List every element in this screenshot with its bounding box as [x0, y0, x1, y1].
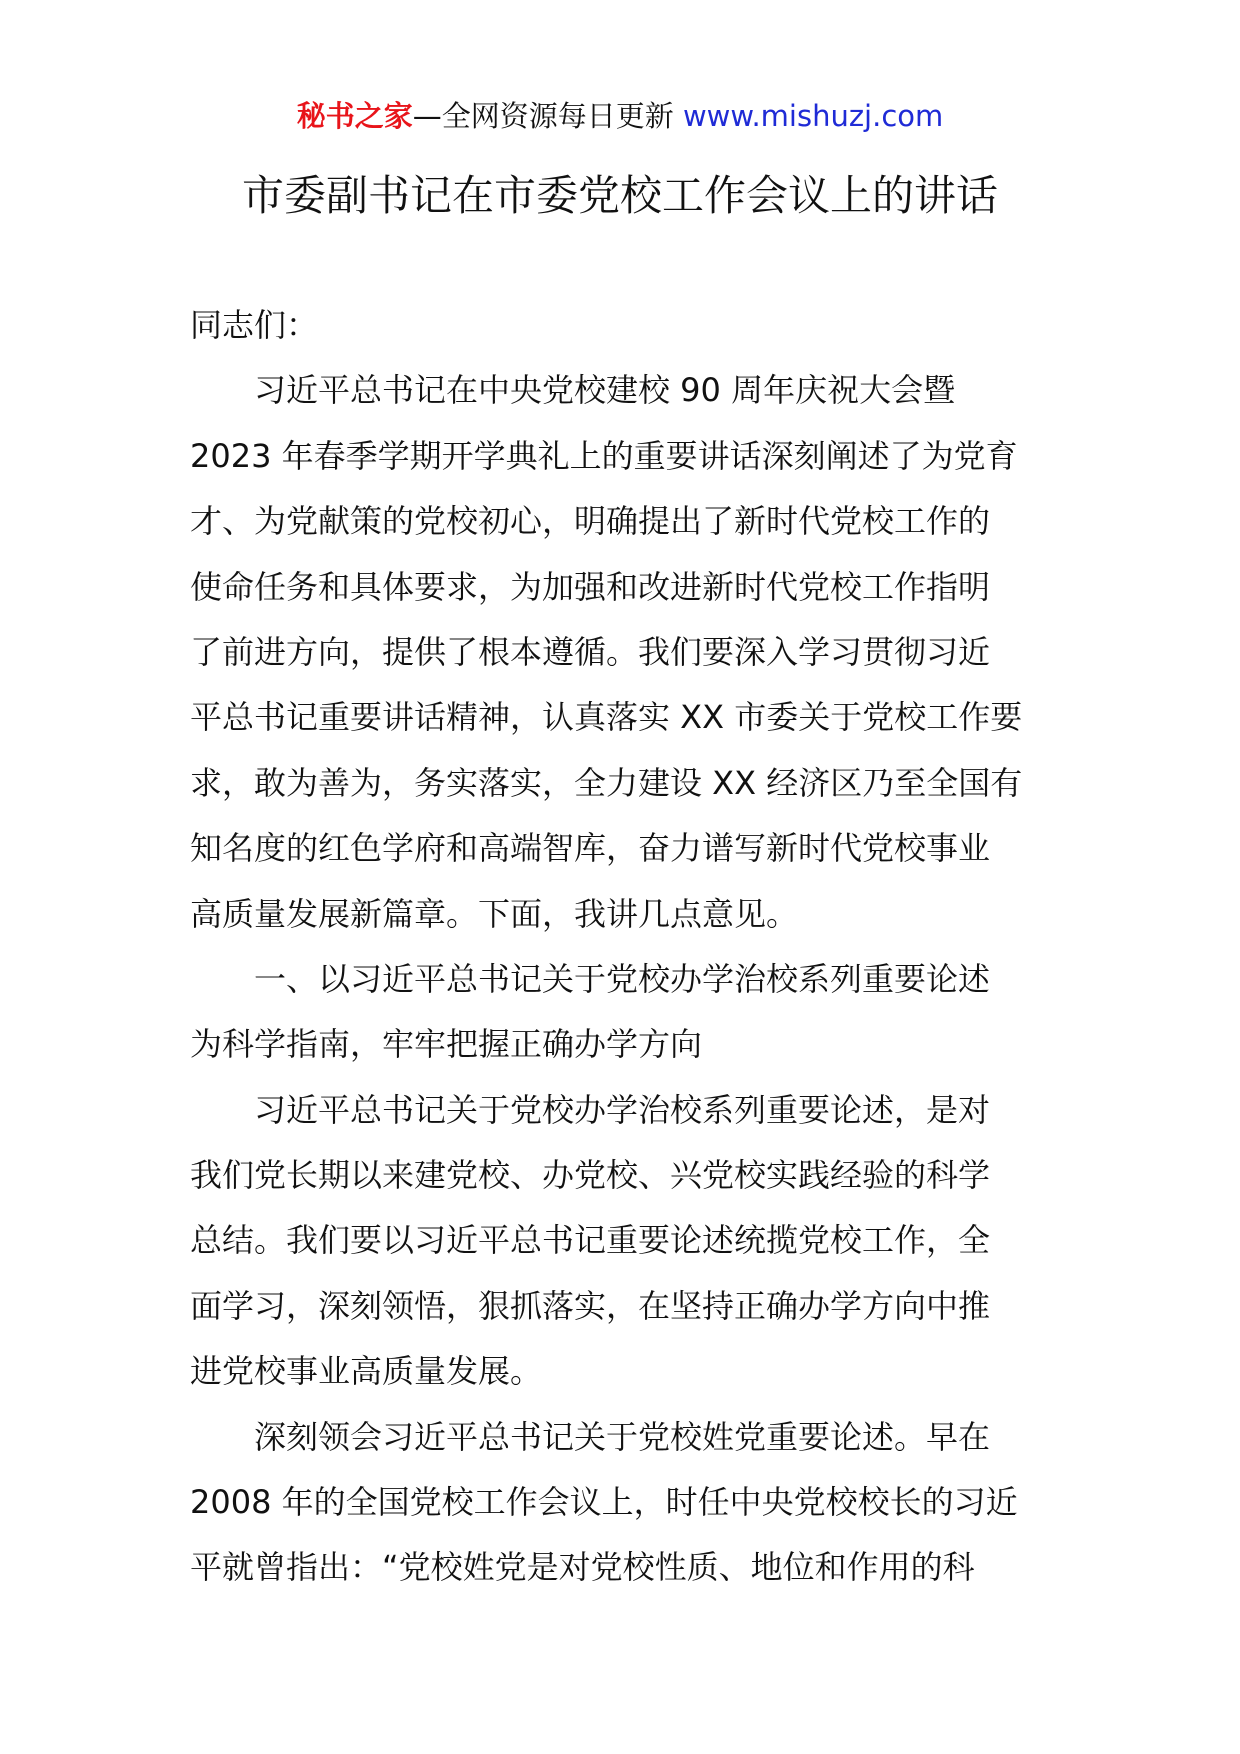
paragraph-line: 求，敢为善为，务实落实，全力建设 XX 经济区乃至全国有	[190, 763, 1023, 802]
site-header	[0, 96, 1240, 136]
paragraph-line: 平就曾指出：“党校姓党是对党校性质、地位和作用的科	[190, 1548, 975, 1587]
paragraph-line: 面学习，深刻领悟，狠抓落实，在坚持正确办学方向中推	[190, 1286, 991, 1325]
paragraph-line: 我们党长期以来建党校、办党校、兴党校实践经验的科学	[190, 1156, 991, 1195]
salutation: 同志们：	[190, 306, 319, 344]
paragraph-line: 总结。我们要以习近平总书记重要论述统揽党校工作，全	[190, 1221, 991, 1260]
document-title: 市委副书记在市委党校工作会议上的讲话	[241, 171, 998, 220]
document-body	[190, 293, 1058, 1601]
site-brand: 秘书之家	[296, 99, 413, 133]
paragraph-line: 深刻领会习近平总书记关于党校姓党重要论述。早在	[254, 1417, 991, 1456]
paragraph-line: 高质量发展新篇章。下面，我讲几点意见。	[190, 894, 799, 933]
site-tagline: —全网资源每日更新	[412, 99, 674, 133]
paragraph-line: 习近平总书记在中央党校建校 90 周年庆祝大会暨	[254, 371, 956, 410]
paragraph-line: 了前进方向，提供了根本遵循。我们要深入学习贯彻习近	[190, 632, 991, 671]
section-heading-line: 一、以习近平总书记关于党校办学治校系列重要论述	[254, 959, 991, 998]
site-link[interactable]: www.mishuzj.com	[682, 99, 944, 133]
section-heading-line: 为科学指南，牢牢把握正确办学方向	[190, 1025, 703, 1064]
paragraph-line: 平总书记重要讲话精神，认真落实 XX 市委关于党校工作要	[190, 698, 1023, 737]
paragraph-line: 使命任务和具体要求，为加强和改进新时代党校工作指明	[190, 567, 991, 606]
paragraph-line: 2008 年的全国党校工作会议上，时任中央党校校长的习近	[190, 1483, 1018, 1522]
paragraph-line: 习近平总书记关于党校办学治校系列重要论述，是对	[254, 1090, 991, 1129]
paragraph-line: 2023 年春季学期开学典礼上的重要讲话深刻阐述了为党育	[190, 436, 1018, 475]
paragraph-line: 才、为党献策的党校初心，明确提出了新时代党校工作的	[190, 502, 991, 541]
paragraph-line: 知名度的红色学府和高端智库，奋力谱写新时代党校事业	[190, 829, 991, 868]
paragraph-line: 进党校事业高质量发展。	[190, 1352, 543, 1391]
